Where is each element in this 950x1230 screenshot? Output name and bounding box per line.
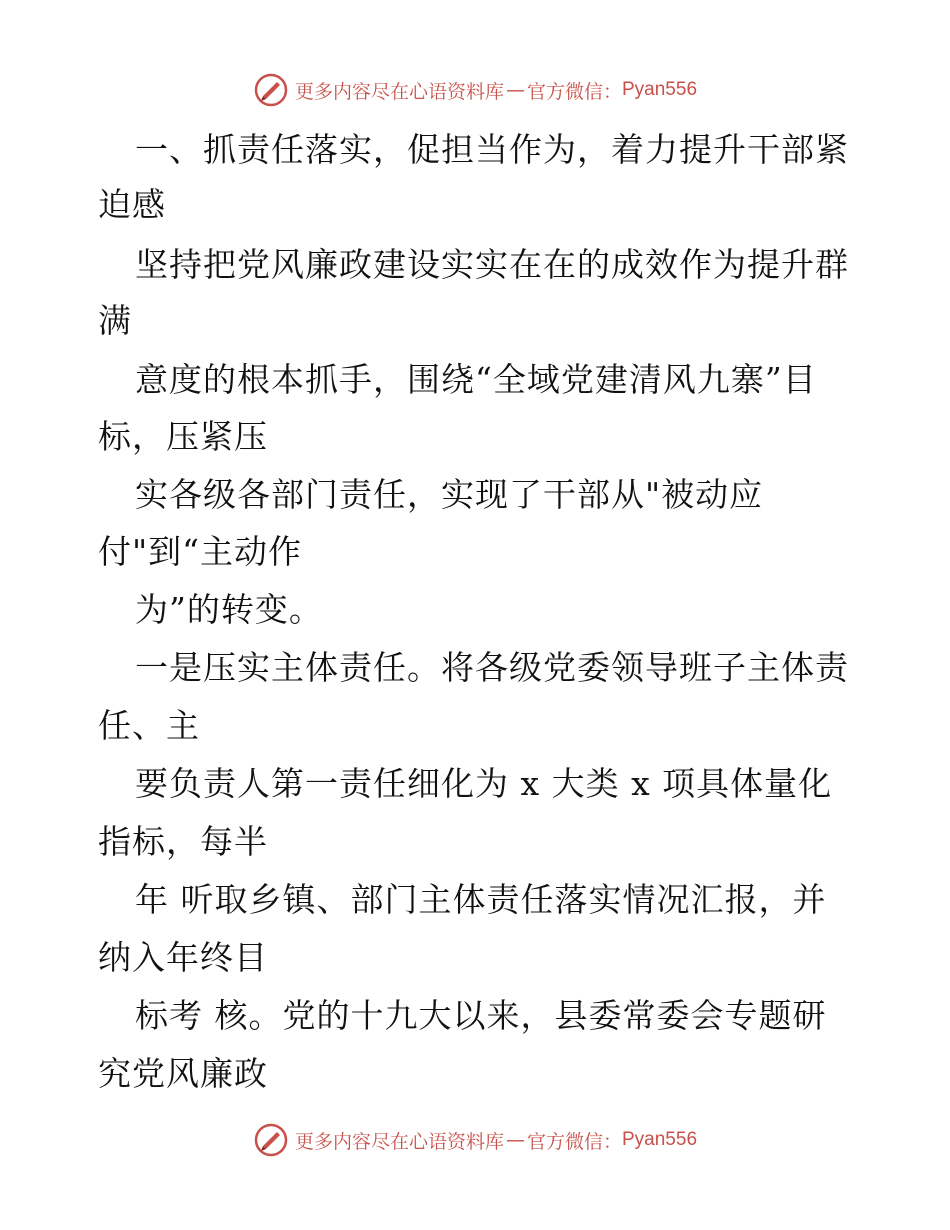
watermark-footer	[0, 1120, 950, 1160]
watermark-contact: 官方微信：	[526, 1130, 622, 1153]
text-line: 付"到“主动作	[98, 532, 303, 571]
text-line: 一、抓责任落实，促担当作为，着力提升干部紧	[135, 130, 849, 169]
text-line: 一是压实主体责任。将各级党委领导班子主体责	[135, 648, 849, 687]
text-line: 年 听取乡镇、部门主体责任落实情况汇报，并	[135, 880, 827, 919]
text-line: 实各级各部门责任，实现了干部从"被动应	[135, 475, 764, 514]
watermark-dash: —	[505, 79, 525, 101]
text-line: 坚持把党风廉政建设实实在在的成效作为提升群	[135, 245, 849, 284]
text-line: 任、主	[98, 706, 200, 745]
pen-logo-icon	[253, 72, 289, 108]
text-line: 迫感	[98, 185, 166, 224]
watermark-id: Pyan556	[622, 1129, 698, 1150]
text-line: 满	[98, 301, 132, 340]
text-line: 纳入年终目	[98, 938, 268, 977]
watermark-brand: 更多内容尽在心语资料库	[294, 80, 504, 103]
text-line: 究党风廉政	[98, 1054, 268, 1093]
text-line: 标，压紧压	[98, 417, 268, 456]
text-line: 为”的转变。	[135, 590, 323, 629]
watermark-id: Pyan556	[622, 79, 698, 100]
text-line: 要负责人第一责任细化为 x 大类 x 项具体量化	[135, 764, 833, 803]
text-line: 标考 核。党的十九大以来，县委常委会专题研	[135, 996, 827, 1035]
text-line: 指标，每半	[98, 822, 268, 861]
pen-logo-icon	[253, 1122, 289, 1158]
watermark-contact: 官方微信：	[526, 80, 622, 103]
watermark-dash: —	[505, 1129, 525, 1151]
watermark-header	[0, 70, 950, 110]
text-line: 意度的根本抓手，围绕“全域党建清风九寨”目	[135, 360, 817, 399]
watermark-brand: 更多内容尽在心语资料库	[294, 1130, 504, 1153]
